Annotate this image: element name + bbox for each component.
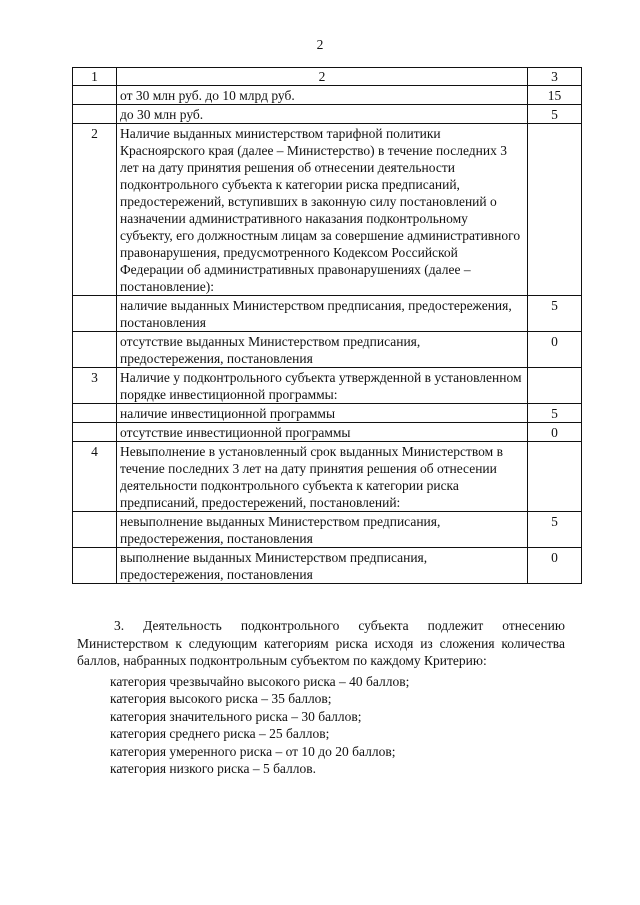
table-row — [73, 86, 582, 105]
header-col-3: 3 — [528, 68, 582, 86]
row-number — [73, 296, 117, 332]
row-score: 0 — [528, 548, 582, 584]
list-item: категория чрезвычайно высокого риска – 40 баллов; — [110, 673, 410, 689]
row-number — [73, 404, 117, 423]
table-header-row — [73, 68, 582, 86]
table-row — [73, 404, 582, 423]
table-row — [73, 332, 582, 368]
row-text: наличие выданных Министерством предписания, предостережения, постановления — [117, 296, 528, 332]
list-item: категория высокого риска – 35 баллов; — [110, 691, 332, 707]
row-text: Невыполнение в установленный срок выданных Министерством в течение последних 3 лет на дату принятия решения об отнесении деятельности подконтрольного субъекта к категории риска предписаний, предостережений, постановлений: — [117, 442, 528, 512]
row-text: выполнение выданных Министерством предписания, предостережения, постановления — [117, 548, 528, 584]
row-number — [73, 548, 117, 584]
paragraph-3: 3. Деятельность подконтрольного субъекта подлежит отнесению Министерством к следующим категориям риска исходя из сложения количества баллов, набранных подконтрольным субъектом по каждому Критерию: — [77, 618, 565, 668]
row-number: 4 — [73, 442, 117, 512]
list-item: категория среднего риска – 25 баллов; — [110, 726, 330, 742]
row-number: 2 — [73, 124, 117, 296]
row-text: Наличие выданных министерством тарифной политики Красноярского края (далее – Министерство) в течение последних 3 лет на дату принятия решения об отнесении деятельности подконтрольного субъекта к категории риска предписаний, предостережений, вступивших в законную силу постановлений о назначении административного наказания подконтрольному субъекту, его должностным лицам за совершение административного правонарушения, предусмотренного Кодексом Российской Федерации об административных правонарушениях (далее – постановление): — [117, 124, 528, 296]
header-col-1: 1 — [73, 68, 117, 86]
row-score: 15 — [528, 86, 582, 105]
list-item: категория умеренного риска – от 10 до 20 баллов; — [110, 743, 396, 759]
table-row — [73, 296, 582, 332]
table-row — [73, 512, 582, 548]
row-number — [73, 423, 117, 442]
list-item: категория значительного риска – 30 баллов; — [110, 708, 362, 724]
row-text: невыполнение выданных Министерством предписания, предостережения, постановления — [117, 512, 528, 548]
row-score: 0 — [528, 332, 582, 368]
risk-category-list — [77, 673, 565, 779]
table-row — [73, 124, 582, 296]
row-score — [528, 124, 582, 296]
table-row — [73, 442, 582, 512]
list-item: категория низкого риска – 5 баллов. — [110, 761, 317, 777]
row-score — [528, 368, 582, 404]
row-score: 0 — [528, 423, 582, 442]
risk-categories-section — [77, 617, 565, 778]
page-number: 2 — [316, 37, 324, 52]
row-text: отсутствие инвестиционной программы — [117, 423, 528, 442]
row-text: наличие инвестиционной программы — [117, 404, 528, 423]
row-number — [73, 105, 117, 124]
row-number — [73, 332, 117, 368]
row-number — [73, 512, 117, 548]
row-score: 5 — [528, 404, 582, 423]
row-text: от 30 млн руб. до 10 млрд руб. — [117, 86, 528, 105]
table-row — [73, 368, 582, 404]
table-row — [73, 105, 582, 124]
row-text: Наличие у подконтрольного субъекта утвержденной в установленном порядке инвестиционной программы: — [117, 368, 528, 404]
row-text: отсутствие выданных Министерством предписания, предостережения, постановления — [117, 332, 528, 368]
table-row — [73, 548, 582, 584]
row-score — [528, 442, 582, 512]
row-score: 5 — [528, 105, 582, 124]
header-col-2: 2 — [117, 68, 528, 86]
row-number: 3 — [73, 368, 117, 404]
table-row — [73, 423, 582, 442]
row-score: 5 — [528, 296, 582, 332]
row-text: до 30 млн руб. — [117, 105, 528, 124]
row-score: 5 — [528, 512, 582, 548]
row-number — [73, 86, 117, 105]
criteria-table — [72, 67, 582, 584]
